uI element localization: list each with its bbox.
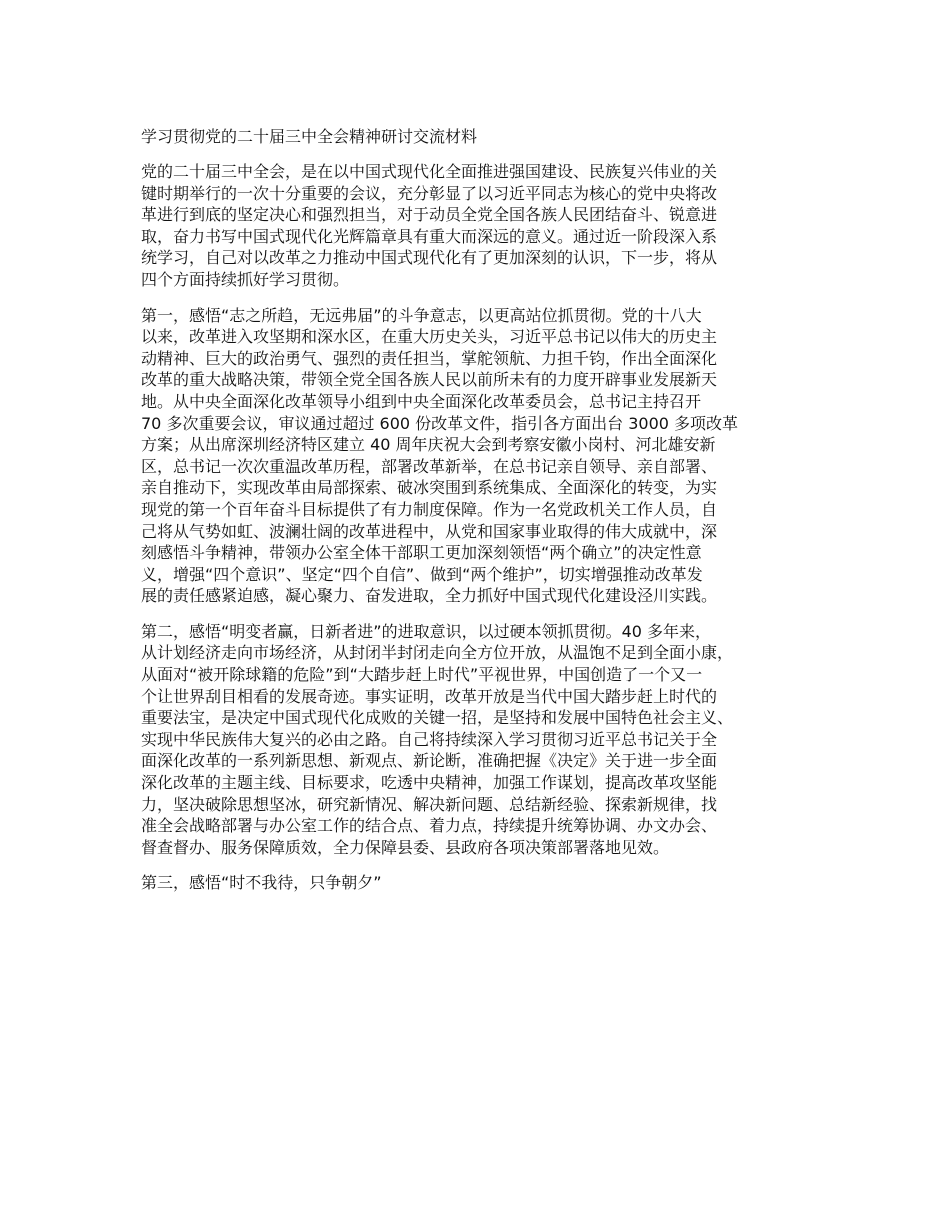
paragraph-line: 深化改革的主题主线、目标要求，吃透中央精神，加强工作谋划，提高改革攻坚能 — [141, 773, 718, 793]
paragraph-line: 第三，感悟“时不我待，只争朝夕” — [141, 873, 382, 893]
paragraph-line: 方案；从出席深圳经济特区建立 40 周年庆祝大会到考察安徽小岗村、河北雄安新 — [141, 435, 716, 455]
paragraph-line: 从计划经济走向市场经济，从封闭半封闭走向全方位开放，从温饱不足到全面小康， — [141, 643, 734, 663]
paragraph-line: 改革的重大战略决策，带领全党全国各族人民以前所未有的力度开辟事业发展新天 — [141, 370, 718, 390]
document-body — [141, 126, 831, 908]
paragraph-line: 统学习，自己对以改革之力推动中国式现代化有了更加深刻的认识，下一步，将从 — [141, 248, 718, 268]
paragraph-line: 革进行到底的坚定决心和强烈担当，对于动员全党全国各族人民团结奋斗、锐意进 — [141, 205, 718, 225]
paragraph-line: 区，总书记一次次重温改革历程，部署改革新举，在总书记亲自领导、亲自部署、 — [141, 456, 718, 476]
paragraph-line: 键时期举行的一次十分重要的会议，充分彰显了以习近平同志为核心的党中央将改 — [141, 183, 718, 203]
paragraph-line: 准全会战略部署与办公室工作的结合点、着力点，持续提升统筹协调、办文办会、 — [141, 816, 718, 836]
paragraph-line: 督查督办、服务保障质效，全力保障县委、县政府各项决策部署落地见效。 — [141, 837, 670, 857]
paragraph-line: 重要法宝，是决定中国式现代化成败的关键一招，是坚持和发展中国特色社会主义、 — [141, 708, 734, 728]
paragraph-line: 第二，感悟“明变者赢，日新者进”的进取意识，以过硬本领抓贯彻。40 多年来， — [141, 621, 712, 641]
paragraph — [141, 161, 831, 291]
paragraph-line: 刻感悟斗争精神，带领办公室全体干部职工更加深刻领悟“两个确立”的决定性意 — [141, 543, 702, 563]
paragraph — [141, 621, 831, 859]
paragraph-list — [141, 161, 831, 894]
paragraph — [141, 305, 831, 607]
paragraph-line: 从面对“被开除球籍的危险”到“大踏步赶上时代”平视世界，中国创造了一个又一 — [141, 665, 703, 685]
paragraph-line: 动精神、巨大的政治勇气、强烈的责任担当，掌舵领航、力担千钧，作出全面深化 — [141, 348, 718, 368]
paragraph-line: 亲自推动下，实现改革由局部探索、破冰突围到系统集成、全面深化的转变，为实 — [141, 478, 718, 498]
paragraph-line: 取，奋力书写中国式现代化光辉篇章具有重大而深远的意义。通过近一阶段深入系 — [141, 226, 718, 246]
paragraph-line: 现党的第一个百年奋斗目标提供了有力制度保障。作为一名党政机关工作人员，自 — [141, 499, 718, 519]
document-title: 学习贯彻党的二十届三中全会精神研讨交流材料 — [141, 127, 478, 146]
paragraph-line: 第一，感悟“志之所趋，无远弗届”的斗争意志，以更高站位抓贯彻。党的十八大 — [141, 305, 702, 325]
paragraph-line: 义，增强“四个意识”、坚定“四个自信”、做到“两个维护”，切实增强推动改革发 — [141, 564, 703, 584]
paragraph-line: 以来，改革进入攻坚期和深水区，在重大历史关头，习近平总书记以伟大的历史主 — [141, 327, 718, 347]
paragraph-line: 地。从中央全面深化改革领导小组到中央全面深化改革委员会，总书记主持召开 — [141, 391, 702, 411]
paragraph-line: 党的二十届三中全会，是在以中国式现代化全面推进强国建设、民族复兴伟业的关 — [141, 162, 718, 181]
paragraph-line: 展的责任感紧迫感，凝心聚力、奋发进取，全力抓好中国式现代化建设泾川实践。 — [141, 586, 718, 606]
paragraph — [141, 872, 831, 894]
paragraph-line: 面深化改革的一系列新思想、新观点、新论断，准确把握《决定》关于进一步全面 — [141, 751, 718, 771]
paragraph-line: 个让世界刮目相看的发展奇迹。事实证明，改革开放是当代中国大踏步赶上时代的 — [141, 686, 718, 706]
paragraph-line: 己将从气势如虹、波澜壮阔的改革进程中，从党和国家事业取得的伟大成就中，深 — [141, 521, 718, 541]
paragraph-line: 力，坚决破除思想坚冰，研究新情况、解决新问题、总结新经验、探索新规律，找 — [141, 794, 718, 814]
paragraph-line: 实现中华民族伟大复兴的必由之路。自己将持续深入学习贯彻习近平总书记关于全 — [141, 729, 718, 749]
paragraph-line: 70 多次重要会议，审议通过超过 600 份改革文件，指引各方面出台 3000 多项改革 — [141, 413, 739, 433]
paragraph-line: 四个方面持续抓好学习贯彻。 — [141, 269, 350, 289]
